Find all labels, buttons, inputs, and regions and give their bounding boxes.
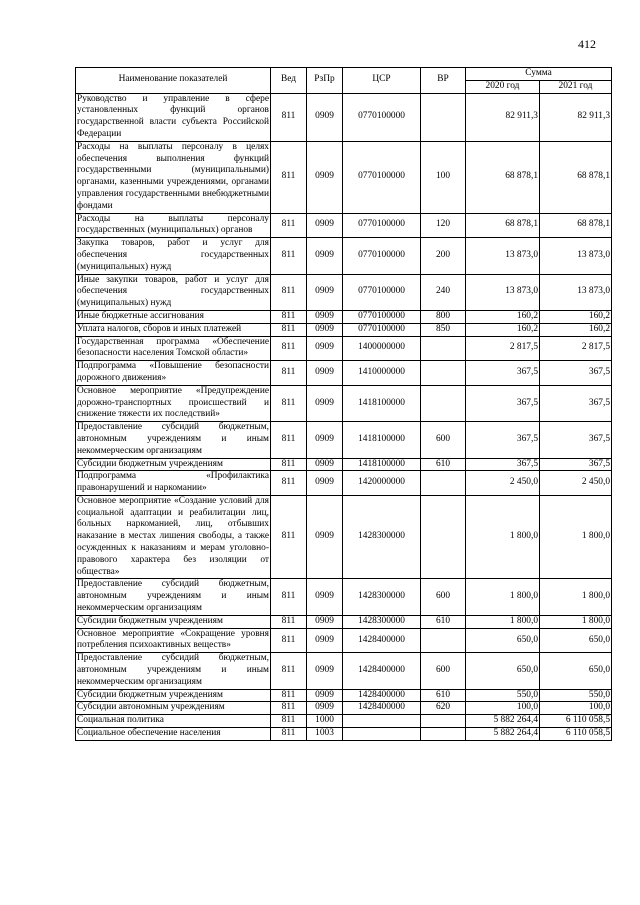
row-sum-2020: 13 873,0 (466, 238, 540, 274)
row-ved: 811 (271, 336, 307, 361)
row-name: Подпрограмма «Повышение безопасности дорожного движения» (76, 361, 271, 386)
table-row (76, 336, 612, 361)
row-csr: 1428300000 (343, 579, 421, 615)
row-csr: 1428400000 (343, 628, 421, 653)
row-rzpr: 0909 (307, 336, 343, 361)
row-name: Предоставление субсидий бюджетным, автономным учреждениям и иным некоммерческим организациям (76, 653, 271, 689)
row-name: Иные закупки товаров, работ и услуг для обеспечения государственных (муниципальных) нужд (76, 274, 271, 310)
row-sum-2020: 13 873,0 (466, 274, 540, 310)
row-ved: 811 (271, 628, 307, 653)
row-csr: 1418100000 (343, 422, 421, 458)
row-csr: 1400000000 (343, 336, 421, 361)
row-sum-2021: 68 878,1 (540, 213, 612, 238)
row-csr: 1410000000 (343, 361, 421, 386)
row-name: Расходы на выплаты персоналу в целях обеспечения выполнения функций государственными (муниципальными) органами, казенными учреждениями, органами управления государственными внебюджетными фондами (76, 141, 271, 213)
row-sum-2020: 5 882 264,4 (466, 715, 540, 728)
row-ved: 811 (271, 653, 307, 689)
row-sum-2020: 160,2 (466, 310, 540, 323)
row-vr: 100 (421, 141, 466, 213)
row-csr: 0770100000 (343, 93, 421, 141)
row-vr (421, 495, 466, 579)
header-year-2021: 2021 год (540, 80, 612, 93)
table-row (76, 458, 612, 471)
row-sum-2021: 1 800,0 (540, 495, 612, 579)
row-sum-2020: 68 878,1 (466, 141, 540, 213)
row-sum-2021: 367,5 (540, 422, 612, 458)
row-sum-2020: 2 450,0 (466, 471, 540, 496)
row-sum-2021: 160,2 (540, 323, 612, 336)
table-row (76, 628, 612, 653)
table-row (76, 274, 612, 310)
row-vr: 850 (421, 323, 466, 336)
row-sum-2021: 6 110 058,5 (540, 728, 612, 741)
row-ved: 811 (271, 702, 307, 715)
row-vr: 600 (421, 422, 466, 458)
row-csr: 0770100000 (343, 238, 421, 274)
row-sum-2020: 650,0 (466, 628, 540, 653)
row-sum-2020: 160,2 (466, 323, 540, 336)
row-name: Предоставление субсидий бюджетным, автономным учреждениям и иным некоммерческим организациям (76, 579, 271, 615)
row-ved: 811 (271, 274, 307, 310)
row-csr: 1418100000 (343, 385, 421, 421)
table-row (76, 238, 612, 274)
row-name: Социальное обеспечение населения (76, 728, 271, 741)
row-rzpr: 0909 (307, 310, 343, 323)
row-sum-2021: 367,5 (540, 361, 612, 386)
row-name: Основное мероприятие «Создание условий для социальной адаптации и реабилитации лиц, больных наркоманией, лиц, отбывших наказание в местах лишения свободы, а также осужденных к наказаниям и мерам уголовно-правового характера без изоляции от общества» (76, 495, 271, 579)
row-sum-2021: 367,5 (540, 385, 612, 421)
row-rzpr: 0909 (307, 653, 343, 689)
row-vr: 120 (421, 213, 466, 238)
header-csr: ЦСР (343, 68, 421, 94)
row-sum-2021: 13 873,0 (540, 274, 612, 310)
row-ved: 811 (271, 715, 307, 728)
row-name: Основное мероприятие «Предупреждение дорожно-транспортных происшествий и снижение тяжести их последствий» (76, 385, 271, 421)
row-ved: 811 (271, 213, 307, 238)
row-rzpr: 1003 (307, 728, 343, 741)
row-sum-2020: 1 800,0 (466, 615, 540, 628)
table-row (76, 471, 612, 496)
row-rzpr: 0909 (307, 385, 343, 421)
row-sum-2020: 367,5 (466, 361, 540, 386)
row-rzpr: 0909 (307, 422, 343, 458)
row-sum-2020: 367,5 (466, 385, 540, 421)
table-row (76, 422, 612, 458)
table-row (76, 93, 612, 141)
row-csr: 0770100000 (343, 310, 421, 323)
row-sum-2021: 2 450,0 (540, 471, 612, 496)
row-csr: 0770100000 (343, 323, 421, 336)
row-name: Расходы на выплаты персоналу государственных (муниципальных) органов (76, 213, 271, 238)
row-vr (421, 715, 466, 728)
row-rzpr: 0909 (307, 93, 343, 141)
row-sum-2021: 550,0 (540, 689, 612, 702)
row-vr: 600 (421, 653, 466, 689)
table-row (76, 361, 612, 386)
row-sum-2021: 1 800,0 (540, 615, 612, 628)
row-name: Субсидии бюджетным учреждениям (76, 689, 271, 702)
table-row (76, 689, 612, 702)
row-name: Субсидии бюджетным учреждениям (76, 615, 271, 628)
table-body (76, 93, 612, 740)
row-sum-2021: 82 911,3 (540, 93, 612, 141)
table-row (76, 702, 612, 715)
row-csr: 1420000000 (343, 471, 421, 496)
row-name: Социальная политика (76, 715, 271, 728)
row-csr (343, 728, 421, 741)
row-ved: 811 (271, 141, 307, 213)
header-sum: Сумма (466, 68, 612, 81)
header-ved: Вед (271, 68, 307, 94)
row-sum-2020: 650,0 (466, 653, 540, 689)
row-vr: 610 (421, 615, 466, 628)
row-vr: 610 (421, 458, 466, 471)
row-sum-2021: 650,0 (540, 653, 612, 689)
row-name: Субсидии автономным учреждениям (76, 702, 271, 715)
page-number: 412 (578, 37, 596, 51)
row-ved: 811 (271, 495, 307, 579)
row-ved: 811 (271, 385, 307, 421)
row-vr (421, 361, 466, 386)
row-csr: 0770100000 (343, 141, 421, 213)
row-name: Иные бюджетные ассигнования (76, 310, 271, 323)
row-name: Основное мероприятие «Сокращение уровня потребления психоактивных веществ» (76, 628, 271, 653)
row-ved: 811 (271, 93, 307, 141)
row-sum-2020: 1 800,0 (466, 579, 540, 615)
row-name: Руководство и управление в сфере установленных функций органов государственной власти субъекта Российской Федерации (76, 93, 271, 141)
row-vr: 200 (421, 238, 466, 274)
row-rzpr: 0909 (307, 458, 343, 471)
row-vr: 800 (421, 310, 466, 323)
row-sum-2020: 367,5 (466, 458, 540, 471)
table-row (76, 728, 612, 741)
table-row (76, 213, 612, 238)
row-sum-2020: 82 911,3 (466, 93, 540, 141)
table-row (76, 385, 612, 421)
row-vr (421, 628, 466, 653)
row-rzpr: 1000 (307, 715, 343, 728)
row-rzpr: 0909 (307, 213, 343, 238)
row-rzpr: 0909 (307, 579, 343, 615)
row-sum-2020: 100,0 (466, 702, 540, 715)
row-ved: 811 (271, 238, 307, 274)
row-csr: 1428400000 (343, 689, 421, 702)
table-row (76, 141, 612, 213)
header-rzpr: РзПр (307, 68, 343, 94)
row-ved: 811 (271, 728, 307, 741)
row-ved: 811 (271, 689, 307, 702)
table-row (76, 653, 612, 689)
row-ved: 811 (271, 579, 307, 615)
row-rzpr: 0909 (307, 689, 343, 702)
row-csr (343, 715, 421, 728)
row-name: Субсидии бюджетным учреждениям (76, 458, 271, 471)
row-vr: 600 (421, 579, 466, 615)
table-row (76, 579, 612, 615)
row-vr (421, 471, 466, 496)
row-name: Закупка товаров, работ и услуг для обеспечения государственных (муниципальных) нужд (76, 238, 271, 274)
row-sum-2020: 5 882 264,4 (466, 728, 540, 741)
row-ved: 811 (271, 323, 307, 336)
row-rzpr: 0909 (307, 615, 343, 628)
row-ved: 811 (271, 310, 307, 323)
table-row (76, 323, 612, 336)
row-sum-2021: 367,5 (540, 458, 612, 471)
row-sum-2020: 550,0 (466, 689, 540, 702)
row-vr: 240 (421, 274, 466, 310)
row-sum-2020: 68 878,1 (466, 213, 540, 238)
row-vr (421, 385, 466, 421)
row-name: Уплата налогов, сборов и иных платежей (76, 323, 271, 336)
header-vr: ВР (421, 68, 466, 94)
row-name: Подпрограмма «Профилактика правонарушений и наркомании» (76, 471, 271, 496)
row-sum-2021: 2 817,5 (540, 336, 612, 361)
row-vr (421, 336, 466, 361)
header-year-2020: 2020 год (466, 80, 540, 93)
table-row (76, 615, 612, 628)
row-csr: 1418100000 (343, 458, 421, 471)
row-csr: 1428400000 (343, 702, 421, 715)
row-sum-2021: 1 800,0 (540, 579, 612, 615)
row-rzpr: 0909 (307, 238, 343, 274)
row-rzpr: 0909 (307, 628, 343, 653)
row-csr: 1428400000 (343, 653, 421, 689)
row-ved: 811 (271, 471, 307, 496)
row-sum-2020: 2 817,5 (466, 336, 540, 361)
row-ved: 811 (271, 458, 307, 471)
row-vr: 620 (421, 702, 466, 715)
row-name: Предоставление субсидий бюджетным, автономным учреждениям и иным некоммерческим организациям (76, 422, 271, 458)
row-ved: 811 (271, 361, 307, 386)
row-sum-2020: 367,5 (466, 422, 540, 458)
row-ved: 811 (271, 422, 307, 458)
row-vr: 610 (421, 689, 466, 702)
table-row (76, 310, 612, 323)
row-rzpr: 0909 (307, 141, 343, 213)
row-sum-2021: 100,0 (540, 702, 612, 715)
row-rzpr: 0909 (307, 274, 343, 310)
row-ved: 811 (271, 615, 307, 628)
row-csr: 0770100000 (343, 213, 421, 238)
row-rzpr: 0909 (307, 323, 343, 336)
row-name: Государственная программа «Обеспечение безопасности населения Томской области» (76, 336, 271, 361)
row-sum-2021: 13 873,0 (540, 238, 612, 274)
row-vr (421, 93, 466, 141)
row-rzpr: 0909 (307, 361, 343, 386)
row-sum-2021: 160,2 (540, 310, 612, 323)
table-row (76, 715, 612, 728)
row-sum-2021: 650,0 (540, 628, 612, 653)
budget-table (75, 67, 612, 741)
row-rzpr: 0909 (307, 702, 343, 715)
row-sum-2020: 1 800,0 (466, 495, 540, 579)
row-csr: 1428300000 (343, 615, 421, 628)
header-name: Наименование показателей (76, 68, 271, 94)
row-sum-2021: 68 878,1 (540, 141, 612, 213)
row-rzpr: 0909 (307, 471, 343, 496)
table-row (76, 495, 612, 579)
row-csr: 1428300000 (343, 495, 421, 579)
row-rzpr: 0909 (307, 495, 343, 579)
row-sum-2021: 6 110 058,5 (540, 715, 612, 728)
row-vr (421, 728, 466, 741)
row-csr: 0770100000 (343, 274, 421, 310)
